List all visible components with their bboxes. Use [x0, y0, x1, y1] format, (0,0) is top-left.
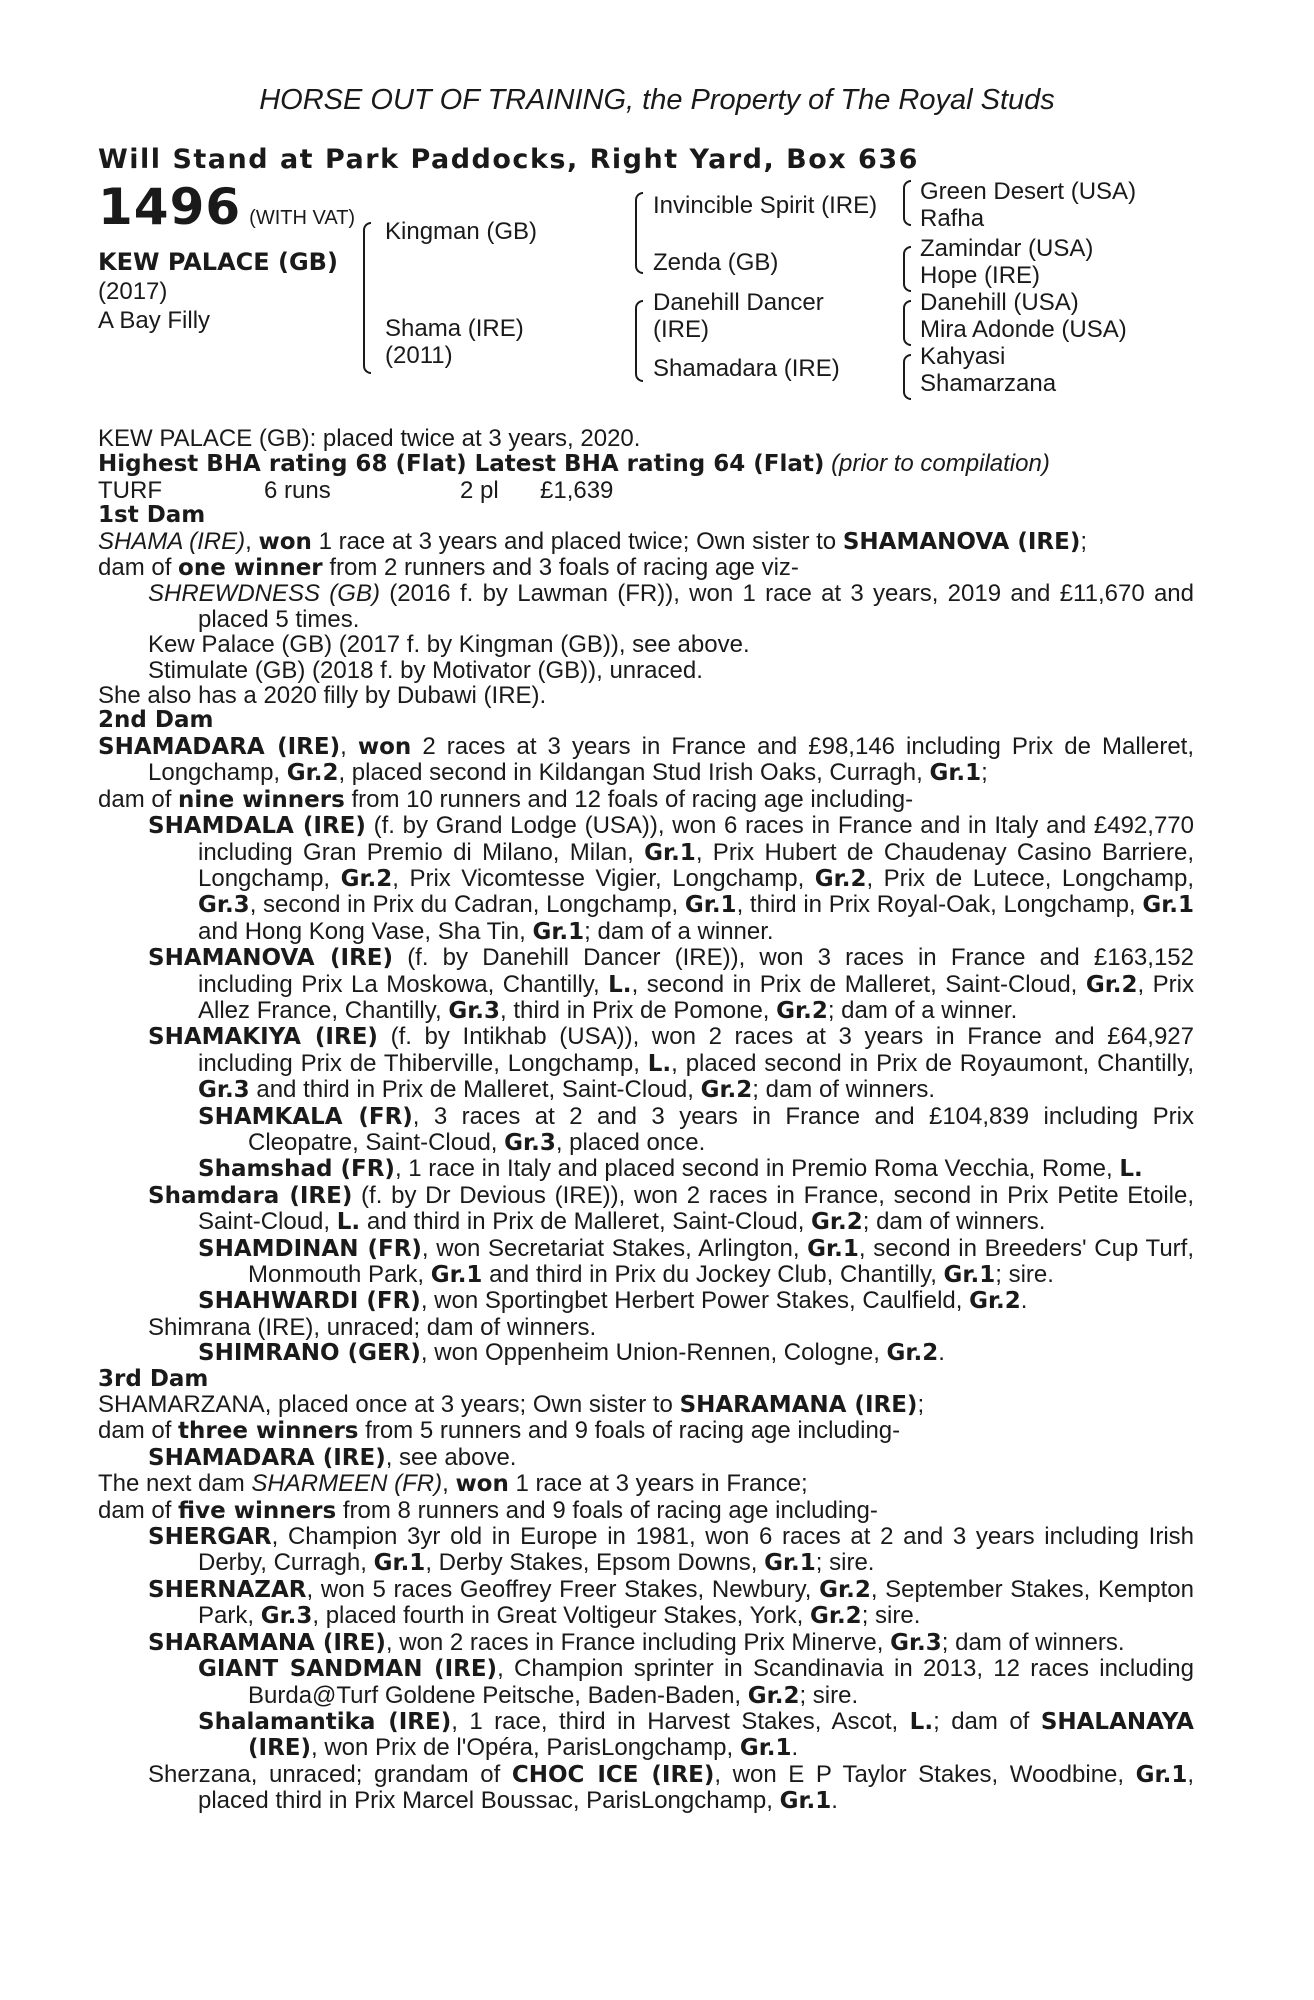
pedigree-g4: Hope (IRE): [920, 262, 1041, 289]
pedigree-dam-sire-line1: Danehill Dancer: [653, 289, 824, 316]
brace-sire: [635, 192, 643, 274]
brace-g3: [903, 300, 911, 346]
produce-shimrana: Shimrana (IRE), unraced; dam of winners.: [148, 1313, 597, 1341]
horse-description: A Bay Filly: [98, 307, 211, 334]
third-dam-produce-summary: dam of three winners from 5 runners and 9 foals of racing age including-: [98, 1417, 901, 1445]
brace-g4: [903, 354, 911, 400]
first-dam-produce-3: Stimulate (GB) (2018 f. by Motivator (GB)), unraced.: [148, 656, 703, 684]
ratings-line: Highest BHA rating 68 (Flat) Latest BHA rating 64 (Flat) (prior to compilation): [98, 450, 1050, 478]
first-dam-produce-4: She also has a 2020 filly by Dubawi (IRE).: [98, 682, 547, 710]
produce-shamshad: Shamshad (FR), 1 race in Italy and placed second in Premio Roma Vecchia, Rome, L.: [198, 1155, 1143, 1183]
pedigree-dam-dam: Shamadara (IRE): [653, 355, 840, 382]
horse-name: KEW PALACE (GB): [98, 248, 338, 276]
produce-shergar: SHERGAR, Champion 3yr old in Europe in 1981, won 6 races at 2 and 3 years including Irish Derby, Curragh, Gr.1, Derby Stakes, Epsom Downs, Gr.1; sire.: [148, 1523, 1194, 1577]
third-dam-line: SHAMARZANA, placed once at 3 years; Own sister to SHARAMANA (IRE);: [98, 1391, 925, 1419]
pedigree-g3: Zamindar (USA): [920, 235, 1094, 262]
next-dam-produce-summary: dam of five winners from 8 runners and 9 foals of racing age including-: [98, 1496, 878, 1524]
produce-shimrano: SHIMRANO (GER), won Oppenheim Union-Rennen, Cologne, Gr.2.: [198, 1339, 945, 1367]
produce-sherzana: Sherzana, unraced; grandam of CHOC ICE (IRE), won E P Taylor Stakes, Woodbine, Gr.1, placed third in Prix Marcel Boussac, ParisLongchamp, Gr.1.: [148, 1760, 1195, 1815]
pedigree-dam-year: (2011): [385, 342, 453, 369]
next-dam-line: The next dam SHARMEEN (FR), won 1 race at 3 years in France;: [98, 1470, 808, 1498]
third-dam-heading: 3rd Dam: [98, 1365, 209, 1392]
pedigree-sire-sire: Invincible Spirit (IRE): [653, 192, 878, 219]
ratings-record: TURF 6 runs 2 pl £1,639: [98, 476, 614, 504]
produce-shamdala: SHAMDALA (IRE) (f. by Grand Lodge (USA)), won 6 races in France and in Italy and £492,770 including Gran Premio di Milano, Milan, Gr.1, Prix Hubert de Chaudenay Casino Barriere, Longchamp, Gr.2, Prix Vicomtesse Vigier, Longchamp, Gr.2, Prix de Lutece, Longchamp, Gr.3, second in Prix du Cadran, Longchamp, Gr.1, third in Prix Royal-Oak, Longchamp, Gr.1 and Hong Kong Vase, Sha Tin, Gr.1; dam of a winner.: [148, 812, 1195, 945]
lot-block: [98, 178, 355, 236]
horse-info: [98, 248, 338, 335]
first-dam-produce-2: Kew Palace (GB) (2017 f. by Kingman (GB)), see above.: [148, 631, 750, 659]
produce-shernazar: SHERNAZAR, won 5 races Geoffrey Freer Stakes, Newbury, Gr.2, September Stakes, Kempton Park, Gr.3, placed fourth in Great Voltigeur Stakes, York, Gr.2; sire.: [148, 1575, 1194, 1630]
produce-shamkala: SHAMKALA (FR), 3 races at 2 and 3 years in France and £104,839 including Prix Cleopatre, Saint-Cloud, Gr.3, placed once.: [198, 1102, 1194, 1156]
pedigree-g2: Rafha: [920, 205, 985, 232]
produce-shalamantika: Shalamantika (IRE), 1 race, third in Harvest Stakes, Ascot, L.; dam of SHALANAYA (IRE), won Prix de l'Opéra, ParisLongchamp, Gr.1.: [198, 1707, 1194, 1762]
lot-vat: (WITH VAT): [249, 207, 356, 229]
produce-shamdara: Shamdara (IRE) (f. by Dr Devious (IRE)), won 2 races in France, second in Prix Petite Etoile, Saint-Cloud, L. and third in Prix de Malleret, Saint-Cloud, Gr.2; dam of winners.: [148, 1181, 1194, 1236]
third-dam-produce-1: SHAMADARA (IRE), see above.: [148, 1443, 517, 1471]
pedigree-g5: Danehill (USA): [920, 289, 1079, 316]
first-dam-line: SHAMA (IRE), won 1 race at 3 years and placed twice; Own sister to SHAMANOVA (IRE);: [98, 527, 1088, 555]
second-dam-produce-summary: dam of nine winners from 10 runners and 12 foals of racing age including-: [98, 785, 914, 813]
pedigree-sire-dam: Zenda (GB): [653, 249, 779, 276]
page-header: HORSE OUT OF TRAINING, the Property of The Royal Studs: [259, 84, 1055, 116]
produce-shamanova: SHAMANOVA (IRE) (f. by Danehill Dancer (IRE)), won 3 races in France and £163,152 including Prix La Moskowa, Chantilly, L., second in Prix de Malleret, Saint-Cloud, Gr.2, Prix Allez France, Chantilly, Gr.3, third in Prix de Pomone, Gr.2; dam of a winner.: [148, 944, 1195, 1024]
catalogue-body: [98, 426, 1194, 1815]
lot-number: 1496: [98, 178, 242, 236]
horse-year: (2017): [98, 278, 168, 305]
brace-g2: [903, 246, 911, 292]
pedigree-g1: Green Desert (USA): [920, 178, 1137, 205]
produce-shahwardi: SHAHWARDI (FR), won Sportingbet Herbert Power Stakes, Caulfield, Gr.2.: [198, 1287, 1028, 1315]
pedigree-dam-sire-line2: (IRE): [653, 316, 709, 343]
pedigree-dam: Shama (IRE): [385, 315, 524, 342]
first-dam-heading: 1st Dam: [98, 502, 206, 529]
first-dam-produce-1: SHREWDNESS (GB) (2016 f. by Lawman (FR)), won 1 race at 3 years, 2019 and £11,670 and placed 5 times.: [148, 580, 1194, 633]
produce-sharamana: SHARAMANA (IRE), won 2 races in France including Prix Minerve, Gr.3; dam of winners.: [148, 1628, 1125, 1656]
first-dam-produce-summary: dam of one winner from 2 runners and 3 foals of racing age viz-: [98, 554, 799, 582]
second-dam-line: SHAMADARA (IRE), won 2 races at 3 years in France and £98,146 including Prix de Malleret, Longchamp, Gr.2, placed second in Kildangan Stud Irish Oaks, Curragh, Gr.1;: [98, 732, 1195, 787]
brace-main: [363, 222, 371, 374]
brace-dam: [635, 300, 643, 382]
summary: KEW PALACE (GB): placed twice at 3 years, 2020.: [98, 425, 641, 452]
pedigree-g6: Mira Adonde (USA): [920, 316, 1127, 343]
produce-giant-sandman: GIANT SANDMAN (IRE), Champion sprinter in Scandinavia in 2013, 12 races including Burda@Turf Goldene Peitsche, Baden-Baden, Gr.2; sire.: [198, 1655, 1194, 1709]
produce-shamdinan: SHAMDINAN (FR), won Secretariat Stakes, Arlington, Gr.1, second in Breeders' Cup Turf, Monmouth Park, Gr.1 and third in Prix du Jockey Club, Chantilly, Gr.1; sire.: [198, 1234, 1194, 1288]
second-dam-heading: 2nd Dam: [98, 707, 214, 734]
brace-g1: [903, 180, 911, 226]
pedigree-sire: Kingman (GB): [385, 218, 538, 245]
produce-shamakiya: SHAMAKIYA (IRE) (f. by Intikhab (USA)), won 2 races at 3 years in France and £64,927 including Prix de Thiberville, Longchamp, L., placed second in Prix de Royaumont, Chantilly, Gr.3 and third in Prix de Malleret, Saint-Cloud, Gr.2; dam of winners.: [148, 1023, 1194, 1104]
pedigree-g7: Kahyasi: [920, 343, 1006, 370]
stand-location: Will Stand at Park Paddocks, Right Yard, Box 636: [98, 144, 919, 175]
pedigree-g8: Shamarzana: [920, 370, 1057, 397]
